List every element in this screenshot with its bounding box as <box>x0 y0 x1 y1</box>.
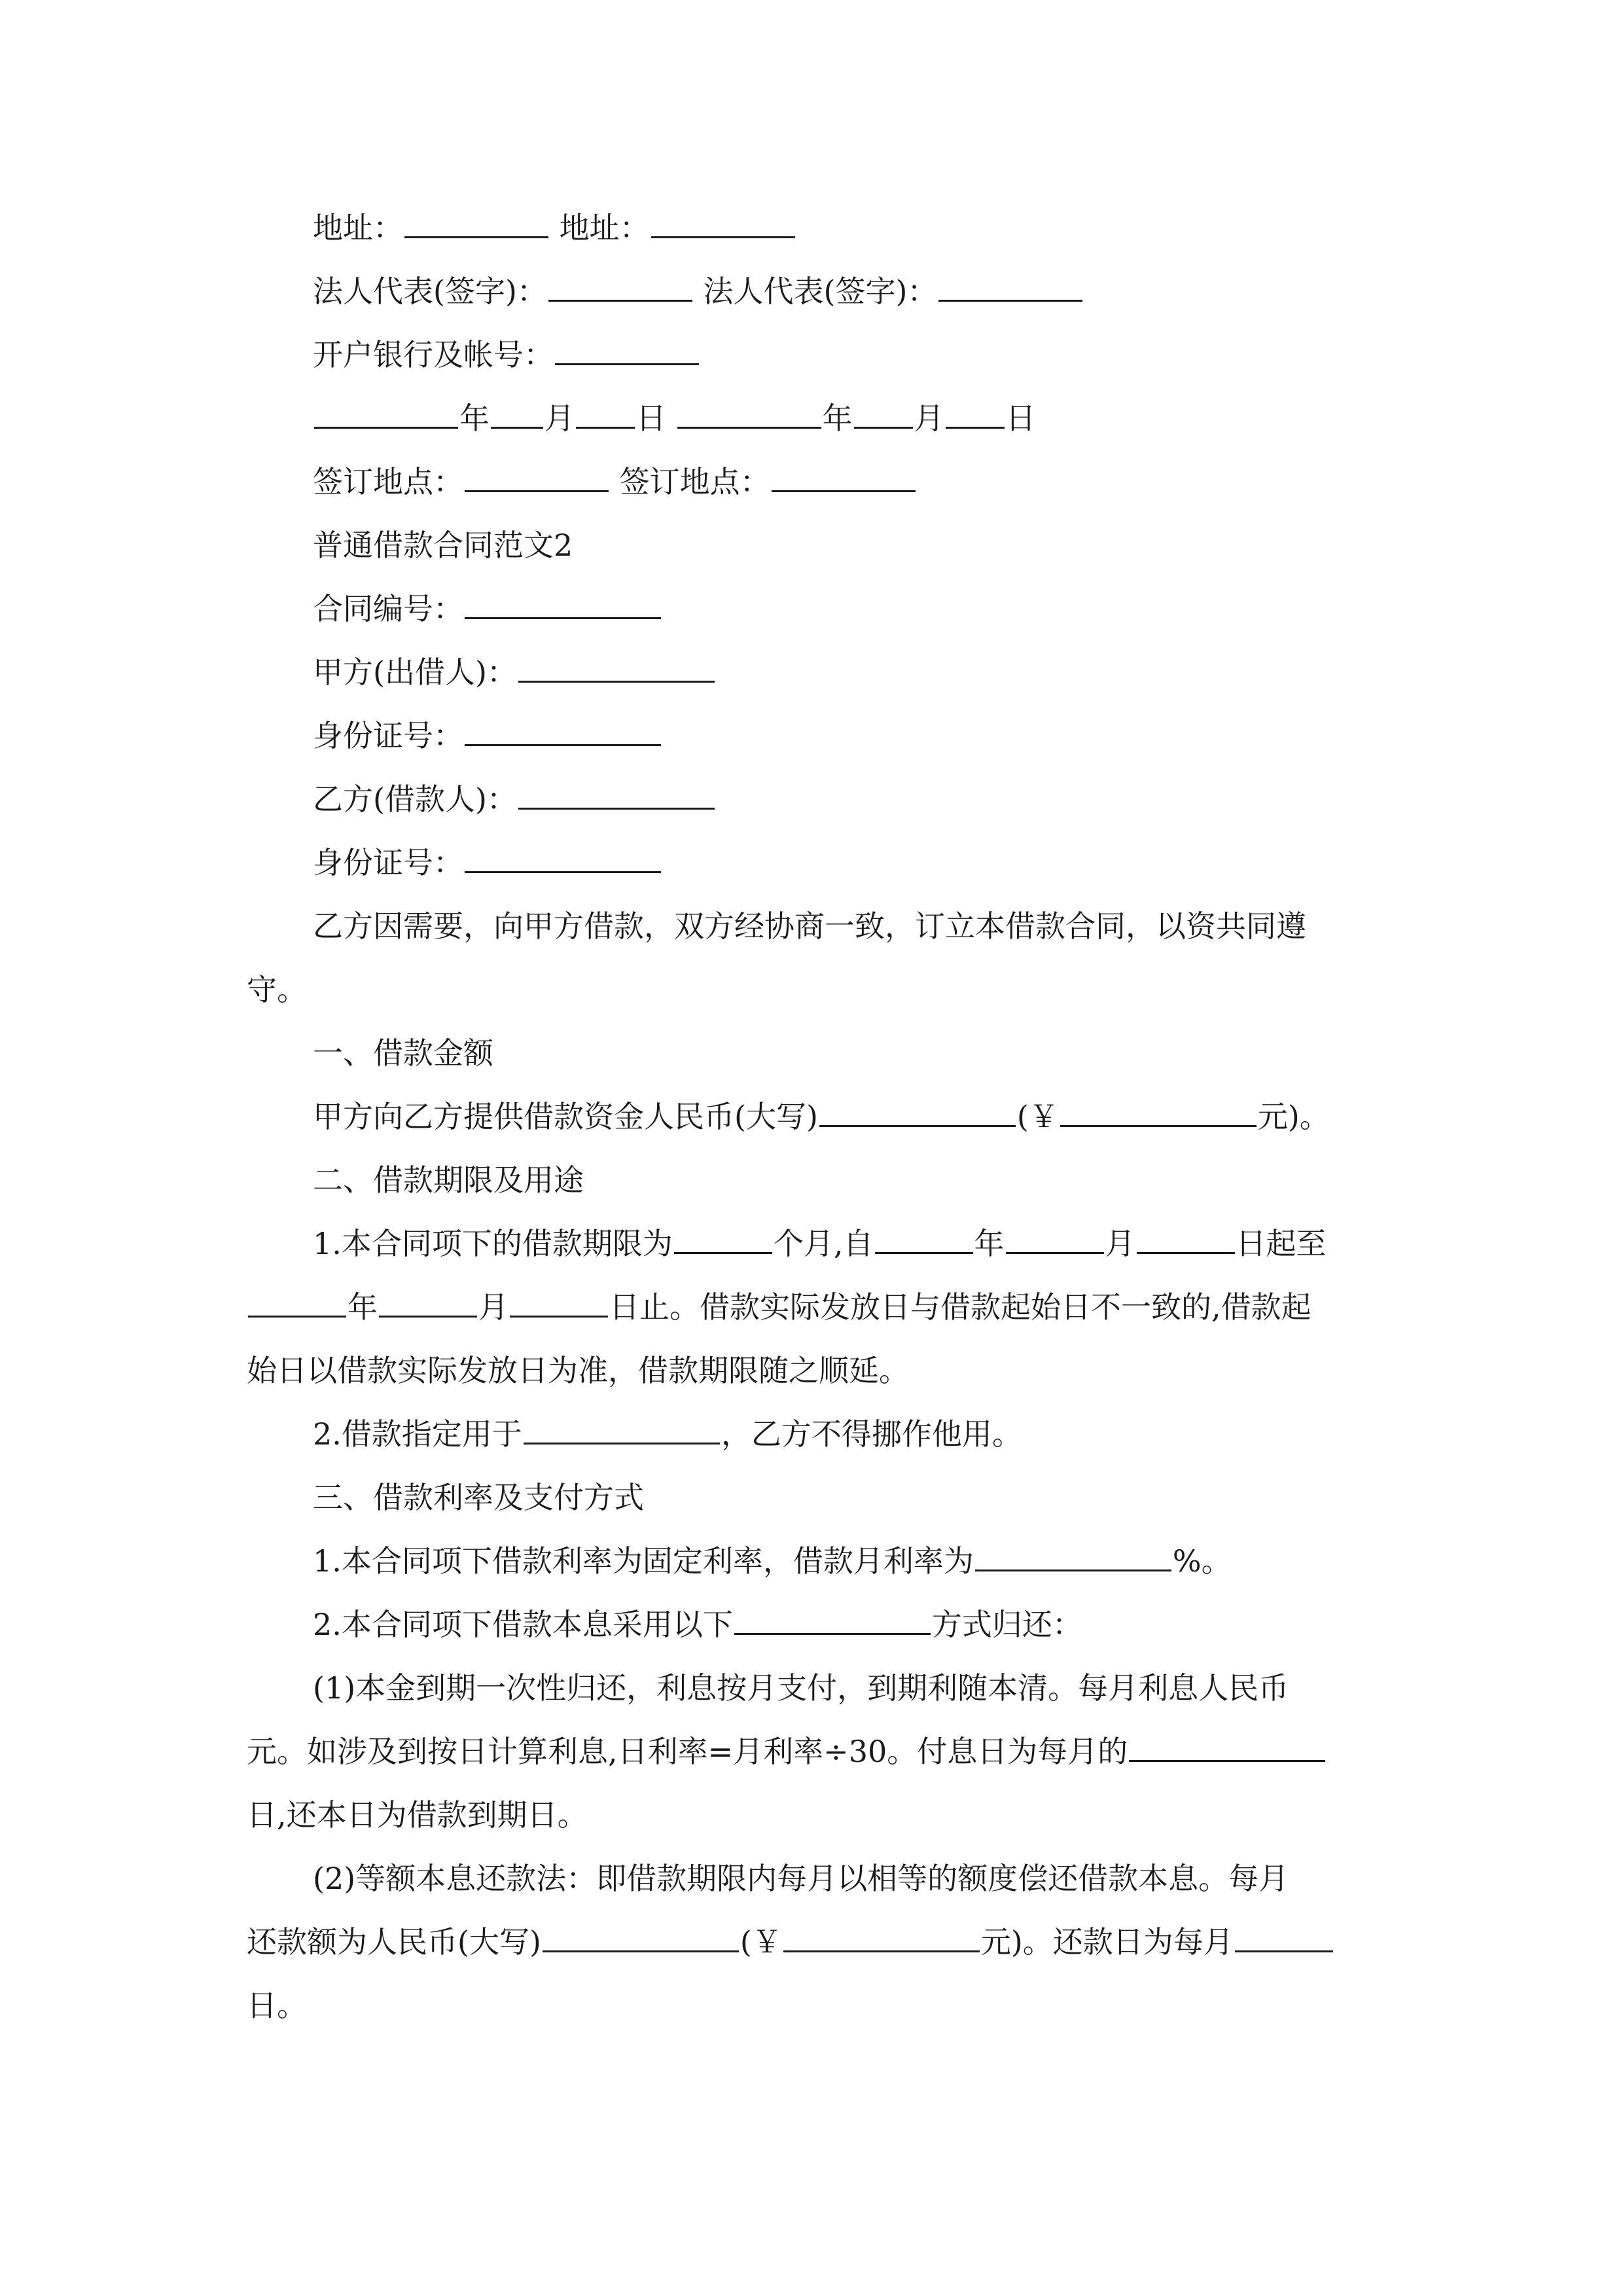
repayment-method-blank[interactable] <box>734 1604 931 1635</box>
place-label-b: 签订地点： <box>619 464 770 499</box>
loan-amount-line <box>247 1096 1376 1138</box>
month-blank-a[interactable] <box>491 398 543 429</box>
start-year-blank[interactable] <box>875 1223 973 1254</box>
yuan-close: 元)。 <box>1257 1099 1330 1134</box>
year-label: 年 <box>974 1226 1005 1261</box>
address-label-b: 地址： <box>559 210 650 245</box>
rep-label-b: 法人代表(签字)： <box>703 274 938 309</box>
end-day-text: 日止。借款实际发放日与借款起始日不一致的,借款起 <box>609 1289 1311 1325</box>
section-1-heading: 一、借款金额 <box>313 1035 493 1071</box>
monthly-payment-words-blank[interactable] <box>543 1922 739 1952</box>
repayment-text: 2.本合同项下借款本息采用以下 <box>313 1607 733 1642</box>
intro-paragraph-cont: 守。 <box>247 972 307 1007</box>
end-month-blank[interactable] <box>379 1287 477 1318</box>
year-label: 年 <box>348 1289 378 1325</box>
address-blank-b[interactable] <box>651 207 795 238</box>
party-a-blank[interactable] <box>518 652 715 683</box>
address-line <box>247 207 1376 249</box>
purpose-blank[interactable] <box>524 1414 720 1444</box>
party-b-id-blank[interactable] <box>465 842 661 873</box>
loan-term-line <box>247 1223 1376 1265</box>
date-line <box>247 397 1376 439</box>
repayment-day-blank[interactable] <box>1235 1922 1333 1952</box>
purpose-text: 2.借款指定用于 <box>313 1416 522 1452</box>
option-2-text: (2)等额本息还款法：即借款期限内每月以相等的额度偿还借款本息。每月 <box>313 1861 1289 1896</box>
month-label: 月 <box>1105 1226 1135 1261</box>
loan-purpose-line <box>247 1413 1376 1455</box>
day-label: 日 <box>636 401 666 436</box>
year-label: 年 <box>822 401 853 436</box>
rate-text: 1.本合同项下借款利率为固定利率，借款月利率为 <box>313 1543 974 1579</box>
monthly-payment-number-blank[interactable] <box>783 1922 980 1952</box>
id-no-label: 身份证号： <box>313 718 463 753</box>
bank-blank[interactable] <box>555 334 699 365</box>
loan-amount-text: 甲方向乙方提供借款资金人民币(大写) <box>313 1099 818 1134</box>
loan-amount-words-blank[interactable] <box>819 1096 1016 1127</box>
option-1-end: 日,还本日为借款到期日。 <box>247 1797 588 1833</box>
rep-blank-a[interactable] <box>548 271 692 302</box>
yuan-symbol: (￥ <box>740 1924 782 1960</box>
section-2-heading: 二、借款期限及用途 <box>313 1162 584 1198</box>
party-b-id-line <box>247 842 1376 884</box>
option-1-cont <box>247 1731 1376 1772</box>
month-label: 月 <box>914 401 944 436</box>
repayment-suffix: 方式归还： <box>931 1607 1082 1642</box>
address-blank-a[interactable] <box>404 207 548 238</box>
end-year-blank[interactable] <box>248 1287 346 1318</box>
party-b-label: 乙方(借款人)： <box>313 781 517 817</box>
month-label: 月 <box>544 401 575 436</box>
loan-amount-number-blank[interactable] <box>1060 1096 1257 1127</box>
interest-rate-line <box>247 1540 1376 1582</box>
start-month-blank[interactable] <box>1006 1223 1104 1254</box>
repayment-method-line <box>247 1604 1376 1645</box>
day-blank-b[interactable] <box>946 398 1005 429</box>
monthly-payment-text: 还款额为人民币(大写) <box>247 1924 541 1960</box>
start-day-label: 日起至 <box>1236 1226 1327 1261</box>
place-blank-a[interactable] <box>465 461 609 492</box>
id-no-label: 身份证号： <box>313 845 463 880</box>
party-b-blank[interactable] <box>518 779 715 810</box>
contract-no-line <box>247 588 1376 630</box>
rep-label-a: 法人代表(签字)： <box>313 274 547 309</box>
daily-rate-text: 元。如涉及到按日计算利息,日利率=月利率÷30。付息日为每月的 <box>247 1734 1128 1769</box>
start-day-blank[interactable] <box>1137 1223 1235 1254</box>
bank-line <box>247 334 1376 376</box>
place-blank-b[interactable] <box>772 461 916 492</box>
yuan-symbol: (￥ <box>1016 1099 1059 1134</box>
percent-label: %。 <box>1172 1543 1232 1579</box>
bank-label: 开户银行及帐号： <box>313 337 554 372</box>
party-b-line <box>247 778 1376 820</box>
signing-place-line <box>247 461 1376 503</box>
legal-rep-line <box>247 270 1376 312</box>
place-label-a: 签订地点： <box>313 464 463 499</box>
option-2-end: 日。 <box>247 1988 307 2023</box>
year-blank-b[interactable] <box>677 398 821 429</box>
year-label: 年 <box>459 401 490 436</box>
option-2-cont <box>247 1921 1376 1963</box>
end-day-blank[interactable] <box>510 1287 608 1318</box>
day-label: 日 <box>1005 401 1036 436</box>
year-blank-a[interactable] <box>314 398 458 429</box>
month-label: 月 <box>478 1289 508 1325</box>
party-a-label: 甲方(出借人)： <box>313 655 517 690</box>
intro-paragraph: 乙方因需要，向甲方借款，双方经协商一致，订立本借款合同，以资共同遵 <box>313 908 1306 944</box>
option-1-text: (1)本金到期一次性归还，利息按月支付，到期利随本清。每月利息人民币 <box>313 1670 1289 1706</box>
section-3-heading: 三、借款利率及支付方式 <box>313 1480 644 1515</box>
purpose-restriction: ，乙方不得挪作他用。 <box>721 1416 1022 1452</box>
party-a-line <box>247 651 1376 693</box>
loan-term-line-cont <box>247 1286 1376 1328</box>
term-months-label: 个月,自 <box>773 1226 874 1261</box>
repayment-day-text: 元)。还款日为每月 <box>980 1924 1234 1960</box>
month-blank-b[interactable] <box>854 398 913 429</box>
template-title: 普通借款合同范文2 <box>313 528 573 563</box>
term-text: 1.本合同项下的借款期限为 <box>313 1226 673 1261</box>
contract-no-label: 合同编号： <box>313 591 463 626</box>
term-months-blank[interactable] <box>674 1223 772 1254</box>
monthly-rate-blank[interactable] <box>975 1541 1171 1571</box>
interest-day-blank[interactable] <box>1129 1731 1325 1762</box>
party-a-id-blank[interactable] <box>465 715 661 746</box>
party-a-id-line <box>247 715 1376 757</box>
contract-no-blank[interactable] <box>465 588 661 619</box>
address-label-a: 地址： <box>313 210 403 245</box>
loan-term-note: 始日以借款实际发放日为准，借款期限随之顺延。 <box>247 1353 909 1388</box>
rep-blank-b[interactable] <box>938 271 1082 302</box>
day-blank-a[interactable] <box>576 398 635 429</box>
